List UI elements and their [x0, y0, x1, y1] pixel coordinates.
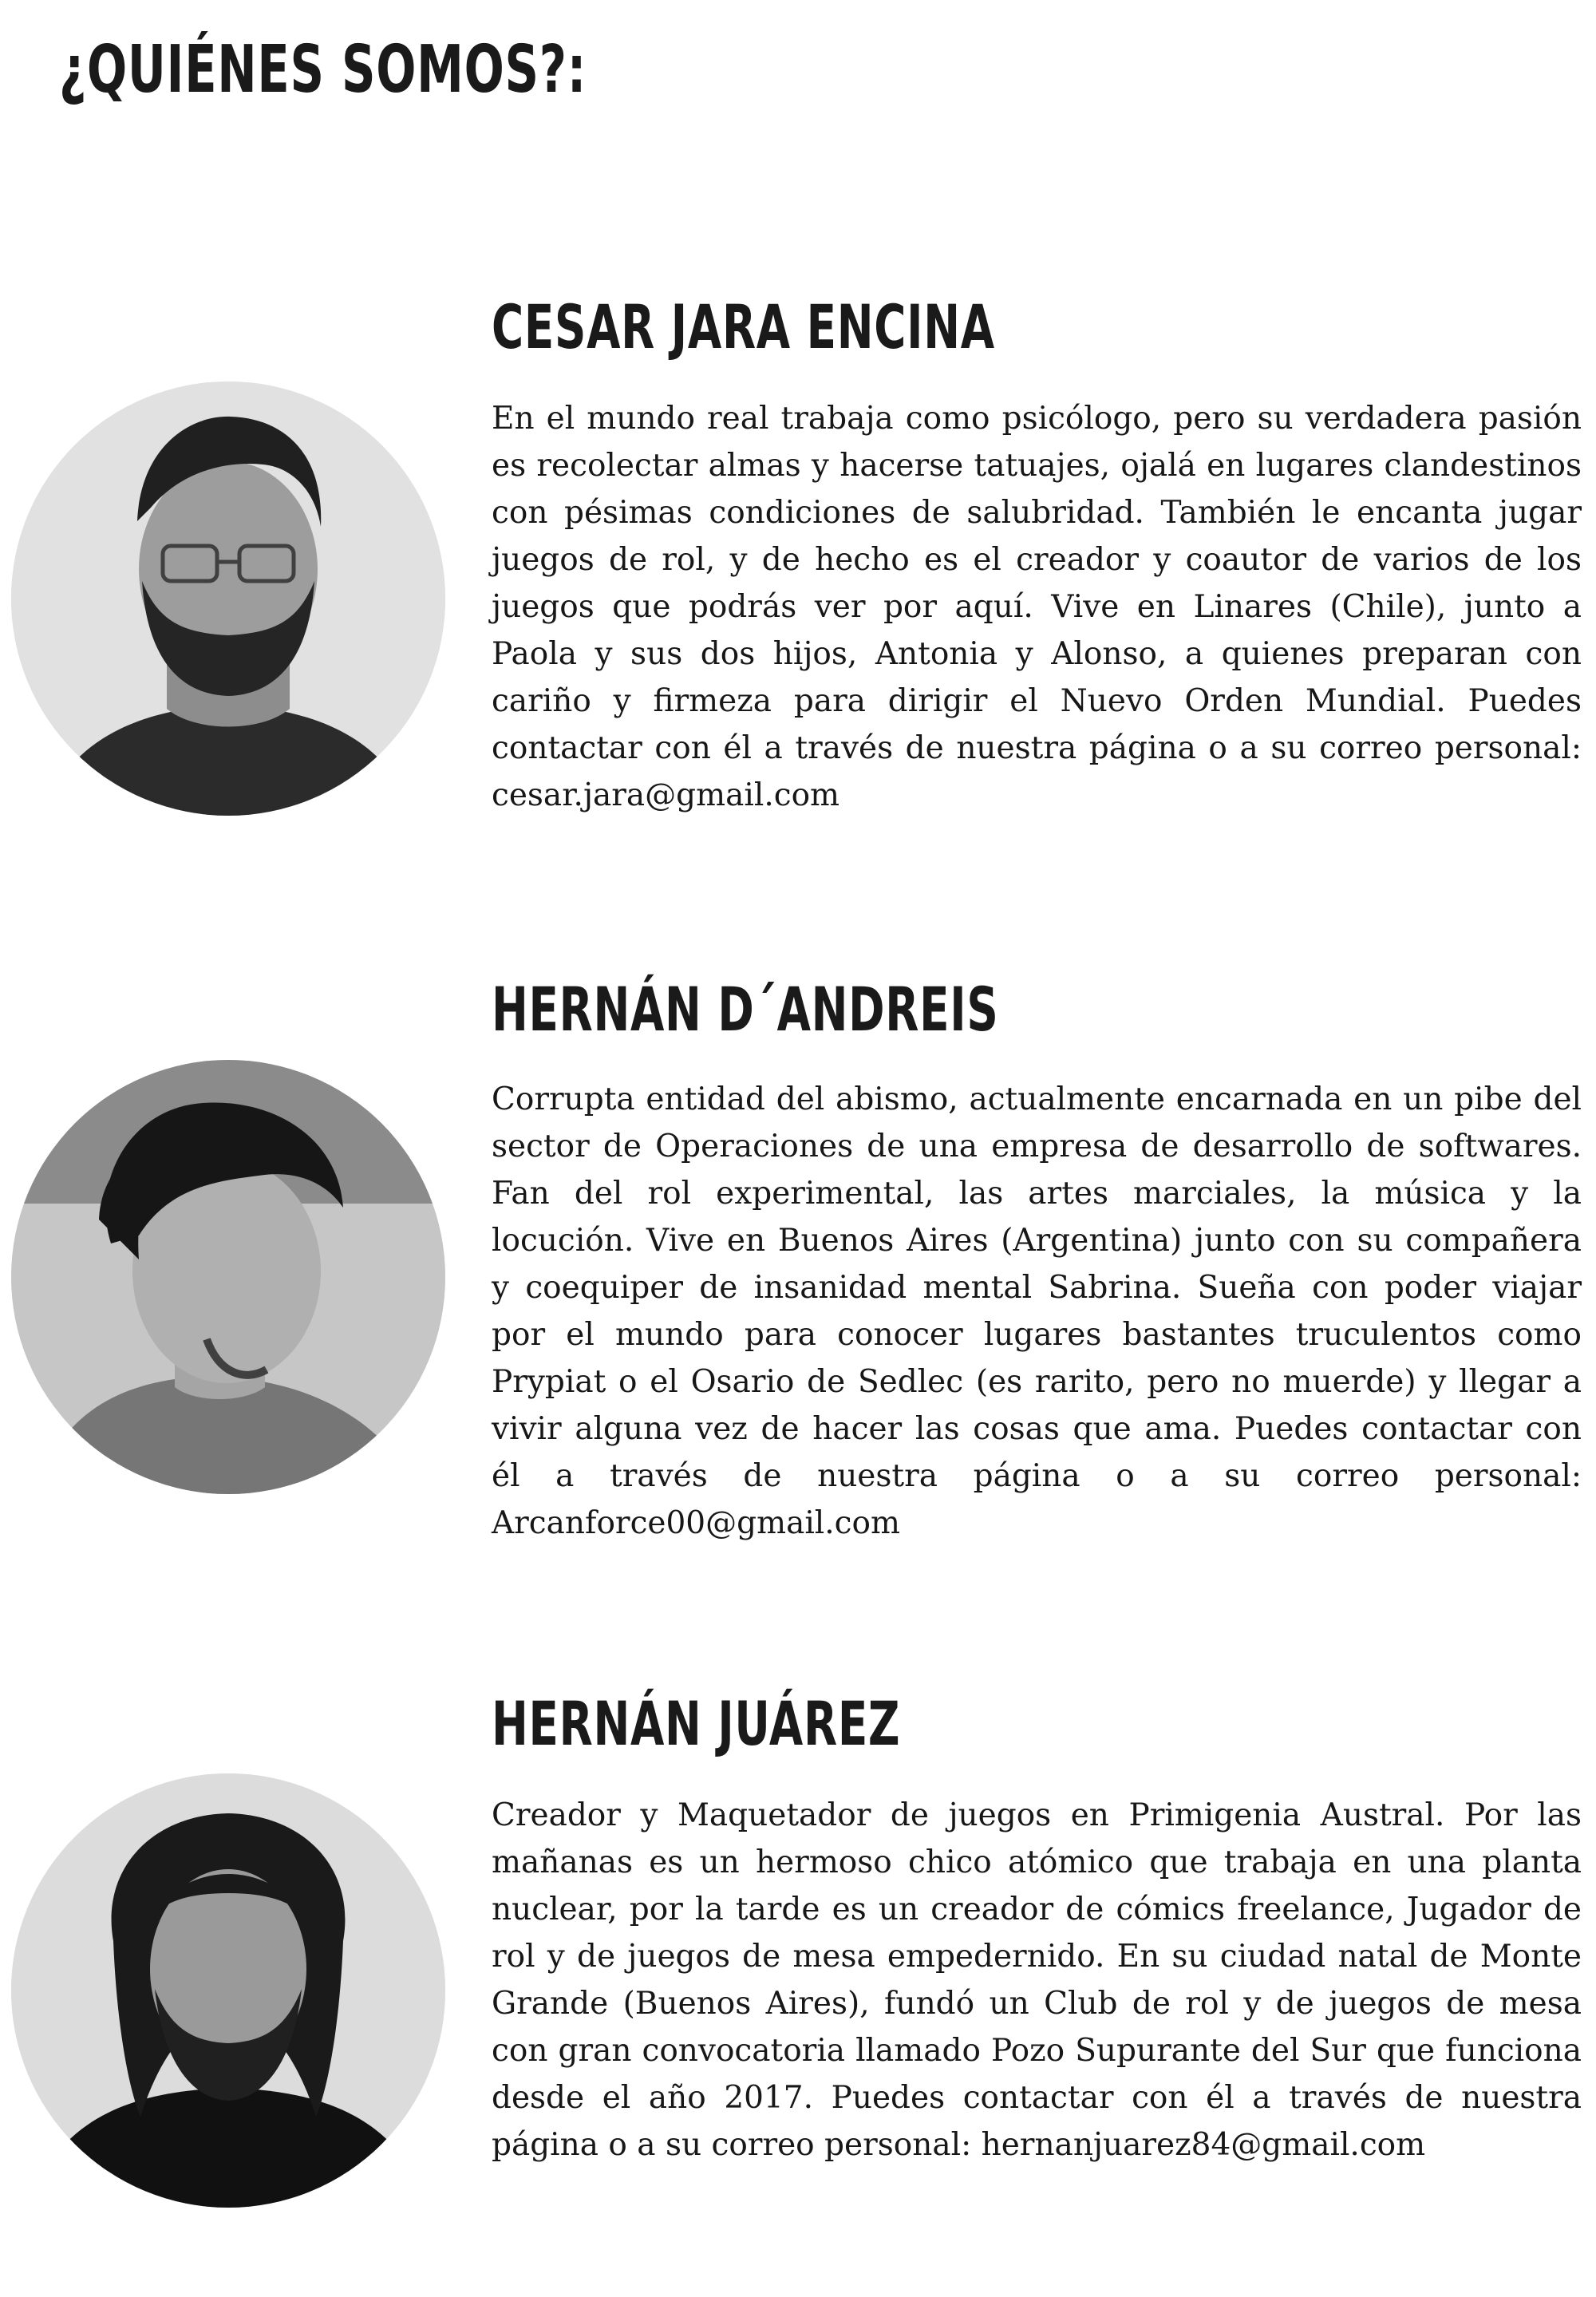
member-name: CESAR JARA ENCINA	[492, 291, 995, 362]
member-name: HERNÁN D´ANDREIS	[492, 974, 999, 1045]
member-photo	[11, 382, 445, 816]
member-name: HERNÁN JUÁREZ	[492, 1688, 901, 1759]
member-photo	[11, 1773, 445, 2208]
member-bio: Creador y Maquetador de juegos en Primigenia Austral. Por las mañanas es un hermoso chico atómico que trabaja en una planta nuclear, por la tarde es un creador de cómics freelance, Jugador de rol y de juegos de mesa empedernido. En su ciudad natal de Monte Grande (Buenos Aires), fundó un Club de rol y de juegos de mesa con gran convocatoria llamado Pozo Supurante del Sur que funciona desde el año 2017. Puedes contactar con él a través de nuestra página o a su correo personal: hernanjuarez84@gmail.com	[492, 1797, 1582, 2163]
member-bio: En el mundo real trabaja como psicólogo, pero su verdadera pasión es recolectar almas y hacerse tatuajes, ojalá en lugares clandestinos con pésimas condiciones de salubridad. También le encanta jugar juegos de rol, y de hecho es el creador y coautor de varios de los juegos que podrás ver por aquí. Vive en Linares (Chile), junto a Paola y sus dos hijos, Antonia y Alonso, a quienes preparan con cariño y firmeza para dirigir el Nuevo Orden Mundial. Puedes contactar con él a través de nuestra página o a su correo personal: cesar.jara@gmail.com	[492, 401, 1582, 813]
member-photo	[11, 1060, 445, 1494]
member-bio: Corrupta entidad del abismo, actualmente encarnada en un pibe del sector de Operaciones de una empresa de desarrollo de softwares. Fan del rol experimental, las artes marciales, la música y la locución. Vive en Buenos Aires (Argentina) junto con su compañera y coequiper de insanidad mental Sabrina. Sueña con poder viajar por el mundo para conocer lugares bastantes truculentos como Prypiat o el Osario de Sedlec (es rarito, pero no muerde) y llegar a vivir alguna vez de hacer las cosas que ama. Puedes contactar con él a través de nuestra página o a su correo personal: Arcanforce00@gmail.com	[492, 1081, 1582, 1541]
page-title: ¿QUIÉNES SOMOS?:	[59, 32, 587, 108]
